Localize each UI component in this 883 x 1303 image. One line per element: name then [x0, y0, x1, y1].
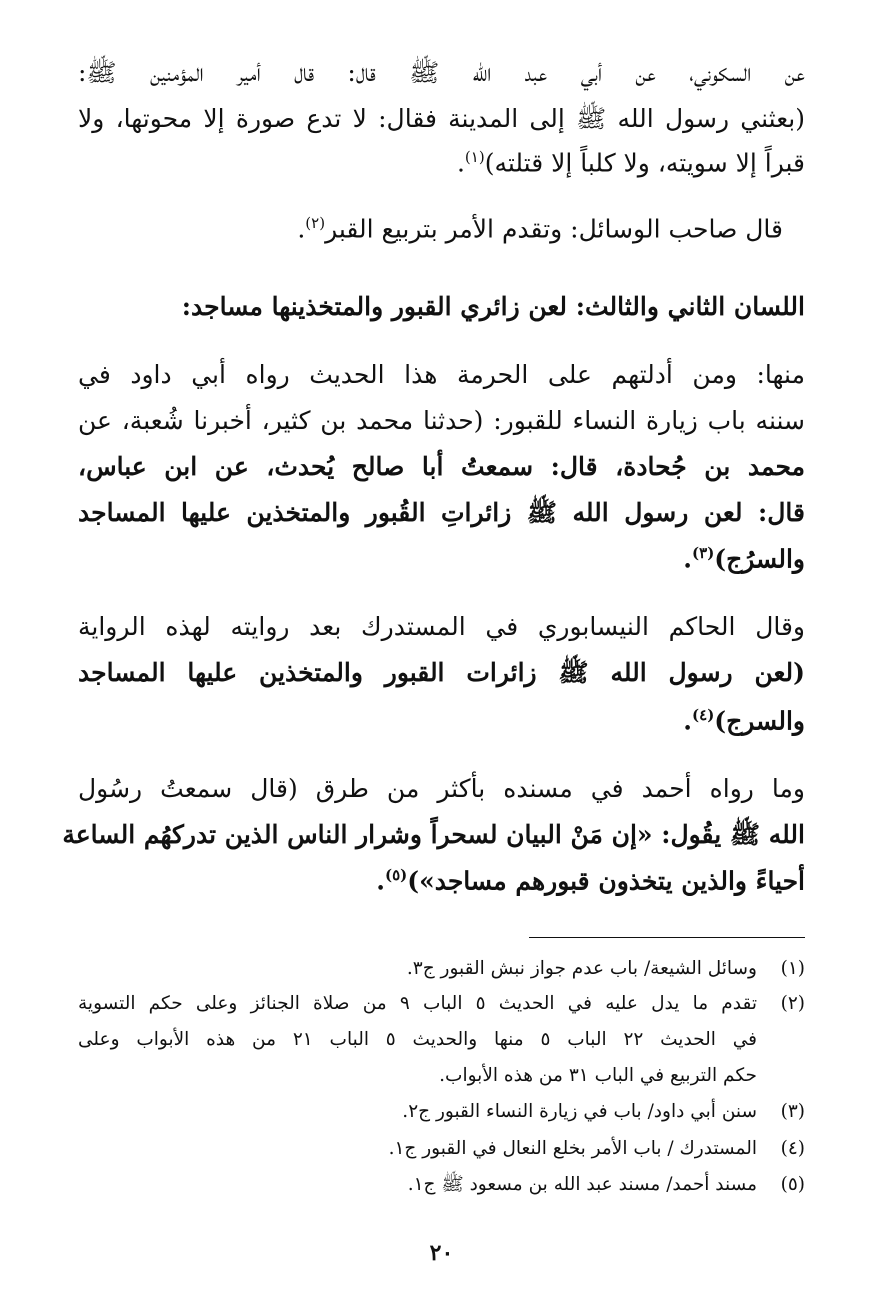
- section-heading: اللسان الثاني والثالث: لعن زائري القبور والمتخذينها مساجد:: [181, 292, 805, 321]
- footnote-1-number: (١): [780, 958, 805, 979]
- footnote-ref-2: (٢): [305, 214, 326, 232]
- paragraph-5-line-2: الله ﷺ يقُول: «إن مَنْ البيان لسحراً وشرار الناس الذين تدركهُم الساعة: [62, 820, 805, 849]
- footnote-5-number: (٥): [780, 1174, 805, 1195]
- footnote-2-line-2: في الحديث ٢٢ الباب ٥ منها والحديث ٥ الباب ٢١ من هذه الأبواب وعلى: [78, 1029, 757, 1050]
- paragraph-4-line-3-text: والسرج): [714, 706, 805, 736]
- paragraph-2-text: قال صاحب الوسائل: وتقدم الأمر بتربيع القبر: [325, 214, 783, 244]
- paragraph-3-line-5: والسرُج)$^{(٣)}$.: [683, 544, 805, 574]
- paragraph-4-line-3: والسرج)$^{(٤)}$.: [683, 706, 805, 736]
- footnote-3-text: سنن أبي داود/ باب في زيارة النساء القبور ج٢.: [402, 1101, 757, 1122]
- footnote-separator: [529, 937, 805, 938]
- footnote-3-number: (٣): [780, 1101, 805, 1122]
- footnote-ref-1: (١): [464, 148, 485, 166]
- paragraph-2: قال صاحب الوسائل: وتقدم الأمر بتربيع القبر$^{(٢)}$.: [297, 214, 783, 244]
- footnote-4-text: المستدرك / باب الأمر بخلع النعال في القبور ج١.: [388, 1138, 757, 1159]
- footnote-2-number: (٢): [780, 993, 805, 1014]
- paragraph-1-line-3-text: قبراً إلا سويته، ولا كلباً إلا قتلته): [484, 148, 805, 178]
- paragraph-4-line-2: (لعن رسول الله ﷺ زائرات القبور والمتخذين عليها المساجد: [78, 658, 805, 687]
- paragraph-3-line-3: محمد بن جُحادة، قال: سمعتُ أبا صالح يُحدث، عن ابن عباس،: [78, 452, 805, 481]
- paragraph-3-line-1: منها: ومن أدلتهم على الحرمة هذا الحديث رواه أبي داود في: [78, 360, 805, 389]
- footnote-ref-3: (٣): [692, 544, 715, 562]
- paragraph-3-line-4: قال: لعن رسول الله ﷺ زائراتِ القُبور والمتخذين عليها المساجد: [78, 498, 805, 527]
- paragraph-3-line-5-text: والسرُج): [714, 544, 805, 574]
- paragraph-1-line-2: (بعثني رسول الله ﷺ إلى المدينة فقال: لا تدع صورة إلا محوتها، ولا: [78, 104, 805, 133]
- page-number: ٢٠: [429, 1240, 454, 1266]
- paragraph-5-line-3: أحياءً والذين يتخذون قبورهم مساجد»)$^{(٥)}$.: [376, 866, 805, 896]
- footnote-2-line-1: تقدم ما يدل عليه في الحديث ٥ الباب ٩ من صلاة الجنائز وعلى حكم التسوية: [78, 993, 757, 1014]
- footnote-4-number: (٤): [780, 1138, 805, 1159]
- footnote-ref-5: (٥): [385, 866, 408, 884]
- footnote-5-text: مسند أحمد/ مسند عبد الله بن مسعود ﷺ ج١.: [407, 1174, 757, 1195]
- footnote-1-text: وسائل الشيعة/ باب عدم جواز نبش القبور ج٣.: [406, 958, 757, 979]
- footnote-2-line-3: حكم التربيع في الباب ٣١ من هذه الأبواب.: [439, 1065, 757, 1086]
- paragraph-1-line-3: قبراً إلا سويته، ولا كلباً إلا قتلته)$^{(١)}$.: [456, 148, 805, 178]
- paragraph-4-line-1: وقال الحاكم النيسابوري في المستدرك بعد روايته لهذه الرواية: [78, 612, 805, 641]
- footnote-ref-4: (٤): [692, 706, 715, 724]
- paragraph-1-line-1: عن السكوني، عن أبي عبد الله ﷺ قال: قال أمير المؤمنين ﷺ:: [78, 58, 805, 87]
- paragraph-5-line-1: وما رواه أحمد في مسنده بأكثر من طرق (قال سمعتُ رسُول: [78, 774, 805, 803]
- paragraph-5-line-3-text: أحياءً والذين يتخذون قبورهم مساجد»): [407, 866, 805, 896]
- paragraph-3-line-2: سننه باب زيارة النساء للقبور: (حدثنا محمد بن كثير، أخبرنا شُعبة، عن: [78, 406, 805, 435]
